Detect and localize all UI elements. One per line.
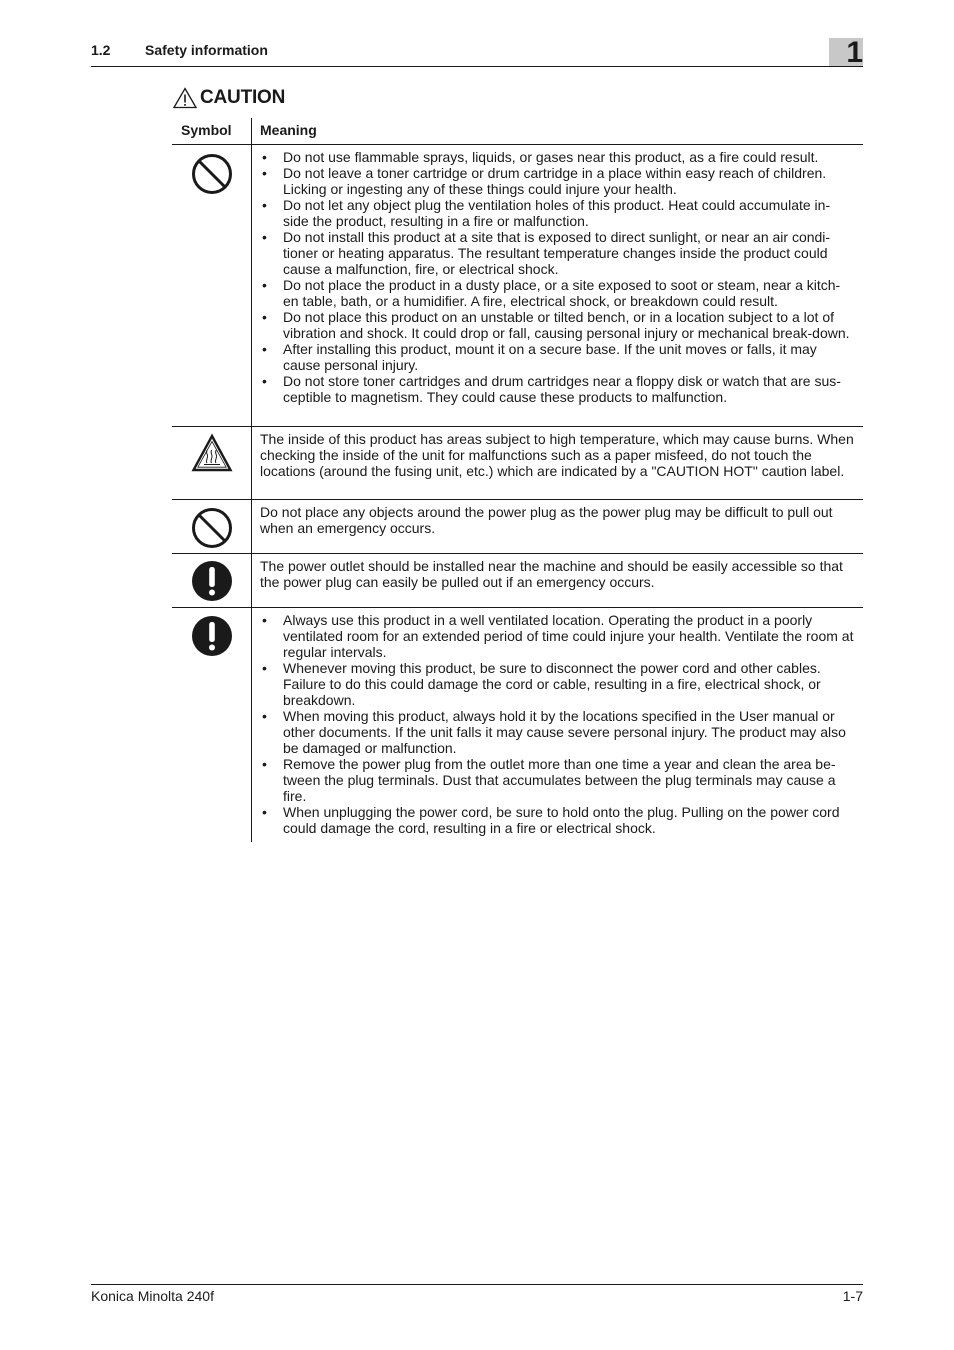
caution-table <box>172 118 863 842</box>
list-item: • Do not let any object plug the ventilation holes of this product. Heat could accumulate in-side the product, resulting in a fire or malfunction. <box>260 197 855 229</box>
mandatory-action-icon <box>191 615 233 657</box>
symbol-cell <box>172 500 252 553</box>
symbol-cell <box>172 145 252 426</box>
symbol-cell <box>172 554 252 607</box>
symbol-cell <box>172 427 252 499</box>
section-title: Safety information <box>145 42 268 58</box>
warning-triangle-icon <box>173 87 197 109</box>
hot-surface-icon <box>191 433 233 475</box>
list-item: • Remove the power plug from the outlet more than one time a year and clean the area be-tween the plug terminals. Dust that accumulates between the plug terminals may cause a fire. <box>260 756 855 804</box>
meaning-cell <box>252 145 863 426</box>
list-item: • Do not install this product at a site that is exposed to direct sunlight, or near an air condi-tioner or heating apparatus. The resultant temperature changes inside the product could cause a malfunction, fire, or electrical shock. <box>260 229 855 277</box>
table-row <box>172 427 863 500</box>
page-number: 1-7 <box>842 1288 863 1304</box>
list-item: • Do not store toner cartridges and drum cartridges near a floppy disk or watch that are sus-ceptible to magnetism. They could cause these products to malfunction. <box>260 373 855 405</box>
table-row <box>172 145 863 427</box>
page-footer <box>91 1284 863 1304</box>
meaning-cell <box>252 500 863 553</box>
chapter-number: 1 <box>846 36 863 69</box>
list-item: • Do not use flammable sprays, liquids, or gases near this product, as a fire could result. <box>260 149 855 165</box>
list-item: • Always use this product in a well ventilated location. Operating the product in a poorly ventilated room for an extended period of time could injure your health. Ventilate the room at regular intervals. <box>260 612 855 660</box>
list-item: • When unplugging the power cord, be sure to hold onto the plug. Pulling on the power cord could damage the cord, resulting in a fire or electrical shock. <box>260 804 855 836</box>
footer-product: Konica Minolta 240f <box>91 1288 214 1304</box>
list-item: • When moving this product, always hold it by the locations specified in the User manual or other documents. If the unit falls it may cause severe personal injury. The product may also be damaged or malfunction. <box>260 708 855 756</box>
meaning-cell <box>252 427 863 499</box>
mandatory-action-icon <box>191 560 233 602</box>
list-item: • Do not place this product on an unstable or tilted bench, or in a location subject to a lot of vibration and shock. It could drop or fall, causing personal injury or mechanical break-down. <box>260 309 855 341</box>
symbol-cell <box>172 608 252 842</box>
caution-heading <box>173 86 285 110</box>
list-item: • Do not place the product in a dusty place, or a site exposed to soot or steam, near a kitch-en table, bath, or a humidifier. A fire, electrical shock, or breakdown could result. <box>260 277 855 309</box>
table-row <box>172 608 863 842</box>
section-number: 1.2 <box>91 42 111 58</box>
table-row <box>172 554 863 608</box>
bullet-list <box>260 612 855 836</box>
meaning-cell <box>252 608 863 842</box>
page-header <box>91 36 863 69</box>
table-header-row <box>172 118 863 145</box>
list-item: • After installing this product, mount it on a secure base. If the unit moves or falls, it may cause personal injury. <box>260 341 855 373</box>
meaning-cell <box>252 554 863 607</box>
symbol-column-header: Symbol <box>172 118 252 144</box>
list-item: • Do not leave a toner cartridge or drum cartridge in a place within easy reach of children. Licking or ingesting any of these things could injure your health. <box>260 165 855 197</box>
table-row <box>172 500 863 554</box>
meaning-column-header: Meaning <box>260 122 317 138</box>
bullet-list <box>260 149 855 405</box>
list-item: • Whenever moving this product, be sure to disconnect the power cord and other cables. Failure to do this could damage the cord or cable, resulting in a fire, electrical shock, or breakdown. <box>260 660 855 708</box>
prohibition-icon <box>191 507 233 549</box>
prohibition-icon <box>191 153 233 195</box>
meaning-text: The inside of this product has areas subject to high temperature, which may cause burns. When checking the inside of the unit for malfunctions such as a paper misfeed, do not touch the locations (around the fusing unit, etc.) which are indicated by a "CAUTION HOT" caution label. <box>260 431 854 479</box>
meaning-text: The power outlet should be installed near the machine and should be easily accessible so that the power plug can easily be pulled out if an emergency occurs. <box>260 558 843 590</box>
meaning-text: Do not place any objects around the power plug as the power plug may be difficult to pull out when an emergency occurs. <box>260 504 833 536</box>
caution-title: CAUTION <box>200 87 286 108</box>
